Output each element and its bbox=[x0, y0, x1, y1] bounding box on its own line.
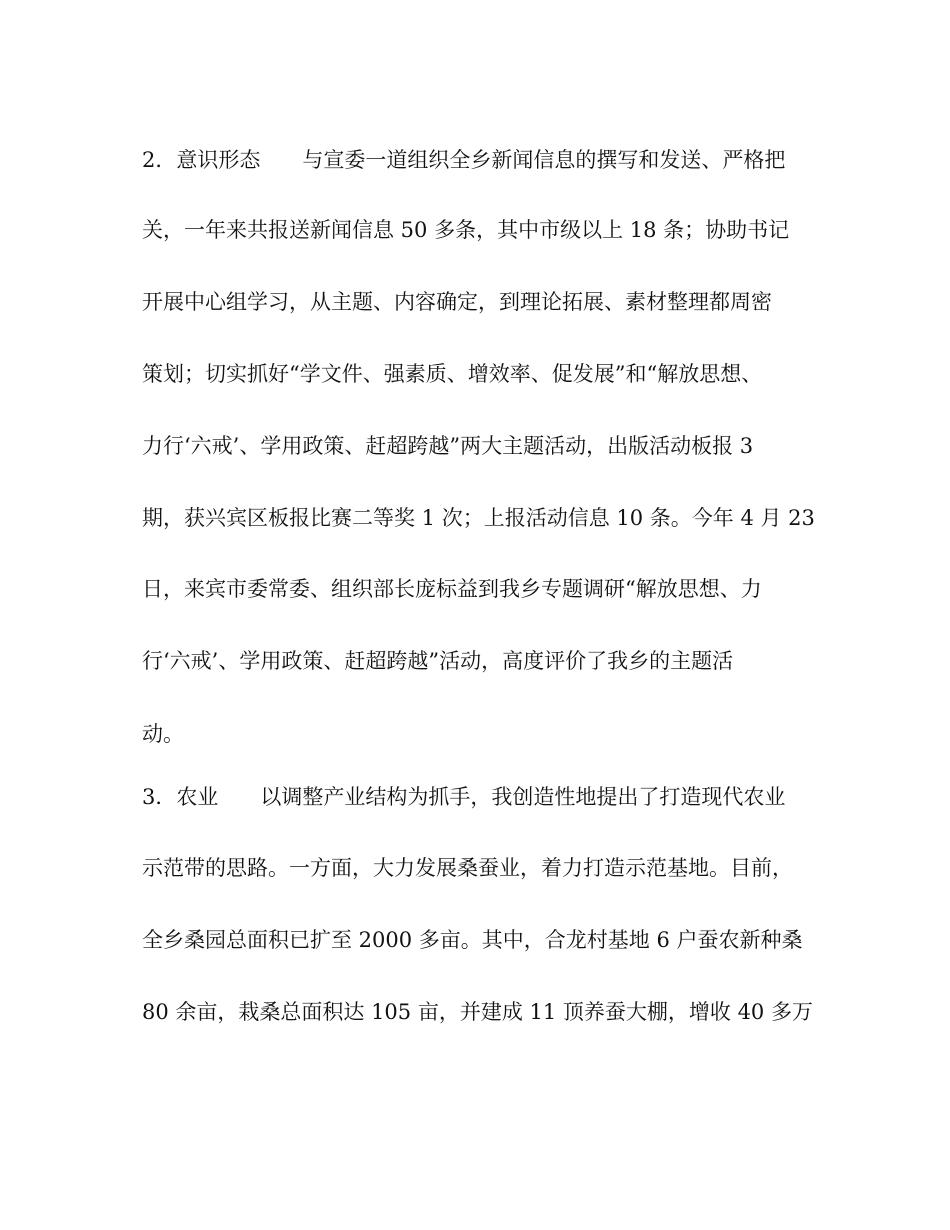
text-line: 力行‘六戒’、学用政策、赶超跨越”两大主题活动，出版活动板报 3 bbox=[142, 434, 754, 458]
text-line: 2．意识形态 与宣委一道组织全乡新闻信息的撰写和发送、严格把 bbox=[142, 148, 786, 172]
text-line: 动。 bbox=[142, 722, 184, 746]
text-line: 关，一年来共报送新闻信息 50 多条，其中市级以上 18 条；协助书记 bbox=[142, 218, 790, 242]
text-line: 3．农业 以调整产业结构为抓手，我创造性地提出了打造现代农业 bbox=[142, 785, 786, 809]
text-line: 全乡桑园总面积已扩至 2000 多亩。其中，合龙村基地 6 户蚕农新种桑 bbox=[142, 928, 803, 952]
text-line: 日，来宾市委常委、组织部长庞标益到我乡专题调研“解放思想、力 bbox=[142, 577, 762, 601]
text-line: 示范带的思路。一方面，大力发展桑蚕业，着力打造示范基地。目前， bbox=[142, 856, 793, 880]
text-line: 期，获兴宾区板报比赛二等奖 1 次；上报活动信息 10 条。今年 4 月 23 bbox=[142, 506, 815, 530]
text-line: 开展中心组学习，从主题、内容确定，到理论拓展、素材整理都周密 bbox=[142, 290, 772, 314]
text-line: 80 余亩，栽桑总面积达 105 亩，并建成 11 顶养蚕大棚，增收 40 多万 bbox=[142, 1000, 813, 1024]
text-line: 行‘六戒’、学用政策、赶超跨越”活动，高度评价了我乡的主题活 bbox=[142, 649, 734, 673]
text-line: 策划；切实抓好“学文件、强素质、增效率、促发展”和“解放思想、 bbox=[142, 362, 763, 386]
